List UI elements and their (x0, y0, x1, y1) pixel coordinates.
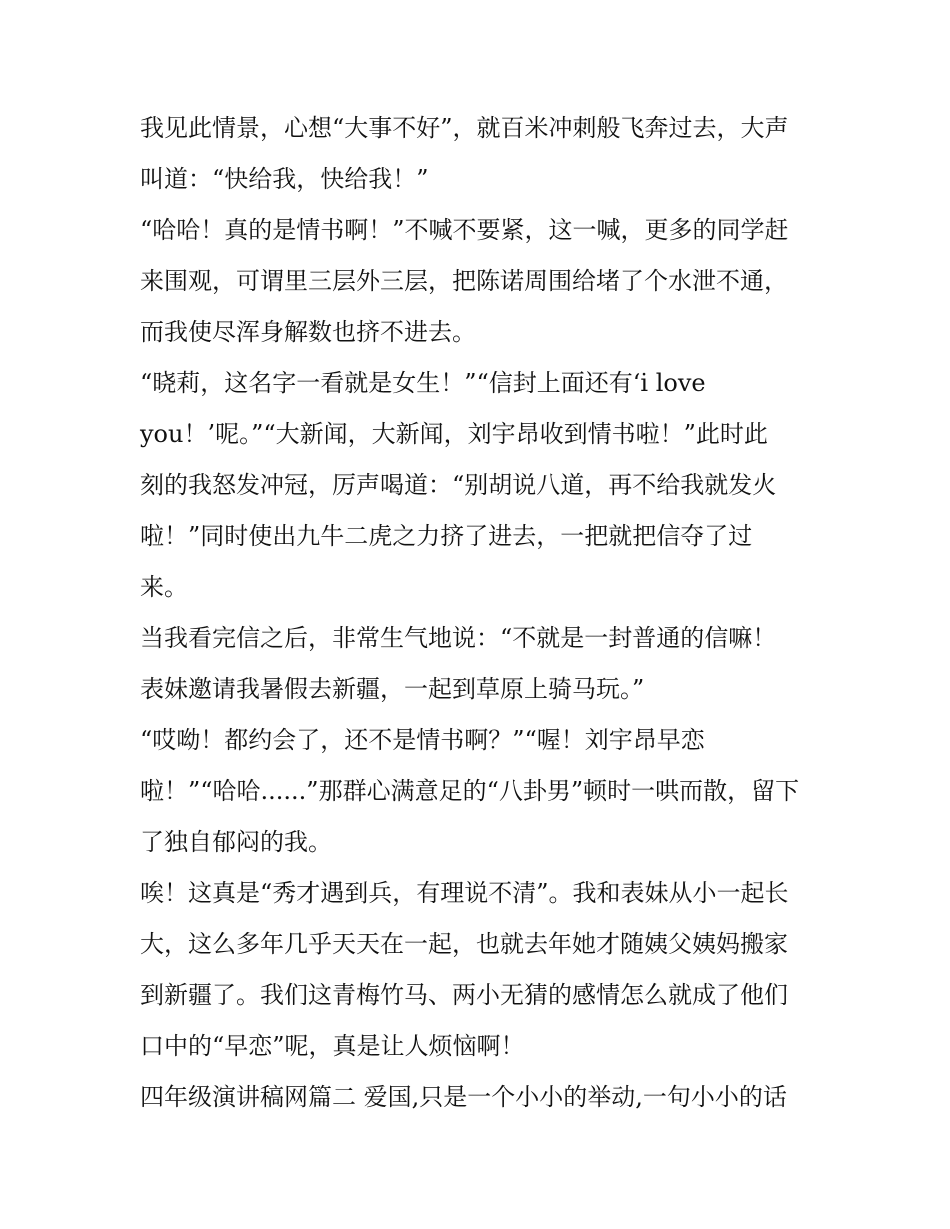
text-line: “哈哈！真的是情书啊！”不喊不要紧，这一喊，更多的同学赶 (140, 216, 789, 244)
text-line: 大，这么多年几乎天天在一起，也就去年她才随姨父姨妈搬家 (140, 930, 788, 958)
text-line: 唉！这真是“秀才遇到兵，有理说不清”。我和表妹从小一起长 (140, 879, 789, 907)
text-line: 我见此情景，心想“大事不好”，就百米冲刺般飞奔过去，大声 (140, 114, 789, 142)
text-line: 表妹邀请我暑假去新疆，一起到草原上骑马玩。” (140, 675, 645, 703)
text-line: “哎呦！都约会了，还不是情书啊？”“喔！刘宇昂早恋 (140, 726, 705, 754)
text-line: 刻的我怒发冲冠，厉声喝道：“别胡说八道，再不给我就发火 (140, 471, 777, 499)
text-line: 叫道：“快给我，快给我！” (140, 165, 429, 193)
body-text (140, 103, 820, 1123)
text-line: 四年级演讲稿网篇二 爱国,只是一个小小的举动,一句小小的话 (140, 1083, 787, 1111)
text-line: 而我使尽浑身解数也挤不进去。 (140, 318, 476, 346)
text-line: 到新疆了。我们这青梅竹马、两小无猜的感情怎么就成了他们 (140, 981, 788, 1009)
text-line: 了独自郁闷的我。 (140, 828, 332, 856)
text-line: 来。 (140, 573, 188, 601)
text-line: 当我看完信之后，非常生气地说：“不就是一封普通的信嘛！ (140, 624, 777, 652)
text-line: 啦！”“哈哈......”那群心满意足的“八卦男”顿时一哄而散，留下 (140, 777, 800, 805)
text-line: 口中的“早恋”呢，真是让人烦恼啊！ (140, 1032, 525, 1060)
text-line: 来围观，可谓里三层外三层，把陈诺周围给堵了个水泄不通， (140, 267, 788, 295)
text-line: “晓莉，这名字一看就是女生！”“信封上面还有‘i love (140, 369, 706, 397)
text-line: you！’呢。”“大新闻，大新闻，刘宇昂收到情书啦！”此时此 (140, 420, 768, 448)
text-line: 啦！”同时使出九牛二虎之力挤了进去，一把就把信夺了过 (140, 522, 753, 550)
